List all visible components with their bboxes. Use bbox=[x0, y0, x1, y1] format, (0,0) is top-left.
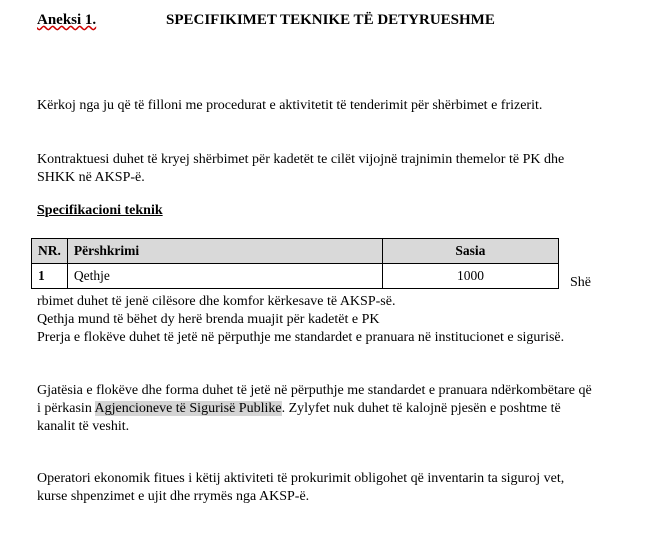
document-title: SPECIFIKIMET TEKNIKE TË DETYRUESHME bbox=[166, 12, 495, 28]
header-quantity: Sasia bbox=[382, 239, 558, 264]
haircut-standards-line: Prerja e flokëve duhet të jetë në përputhje me standardet e pranuara në institucionet e sigurisë. bbox=[37, 330, 565, 345]
services-line: rbimet duhet të jenë cilësore dhe komfor kërkesave të AKSP-së. bbox=[37, 294, 396, 309]
table-row bbox=[32, 264, 559, 289]
contractor-paragraph: Kontraktuesi duhet të kryej shërbimet për kadetët te cilët vijojnë trajnimin themelor të PK dhe SHKK në AKSP-ë. bbox=[37, 152, 565, 185]
highlighted-text: Agjencioneve të Sigurisë Publike bbox=[94, 401, 282, 416]
document-header bbox=[37, 12, 495, 29]
cell-description: Qethje bbox=[67, 264, 382, 289]
cell-quantity: 1000 bbox=[382, 264, 558, 289]
table-header-row bbox=[32, 239, 559, 264]
operator-paragraph: Operatori ekonomik fitues i këtij aktiviteti të prokurimit obligohet që inventarin ta siguroj vet, kurse shpenzimet e ujit dhe rrymës nga AKSP-ë. bbox=[37, 471, 565, 504]
spec-table bbox=[31, 238, 559, 289]
frequency-line: Qethja mund të bëhet dy herë brenda muajit për kadetët e PK bbox=[37, 312, 380, 327]
hair-length-paragraph: Gjatësia e flokëve dhe forma duhet të jetë në përputhje me standardet e pranuara ndërkombëtare që i përkasin Agjencioneve të Sigurisë Publike. Zylyfet nuk duhet të kalojnë pjesën e poshtme të kanalit të veshit. bbox=[37, 383, 592, 434]
cell-nr: 1 bbox=[32, 264, 68, 289]
spec-heading: Specifikacioni teknik bbox=[37, 203, 163, 218]
annex-label: Aneksi 1. bbox=[37, 12, 97, 28]
header-description: Përshkrimi bbox=[67, 239, 382, 264]
intro-paragraph: Kërkoj nga ju që të filloni me procedurat e aktivitetit të tenderimit për shërbimet e frizerit. bbox=[37, 98, 543, 113]
wrapped-word-fragment: Shë bbox=[570, 275, 591, 290]
header-nr: NR. bbox=[32, 239, 68, 264]
